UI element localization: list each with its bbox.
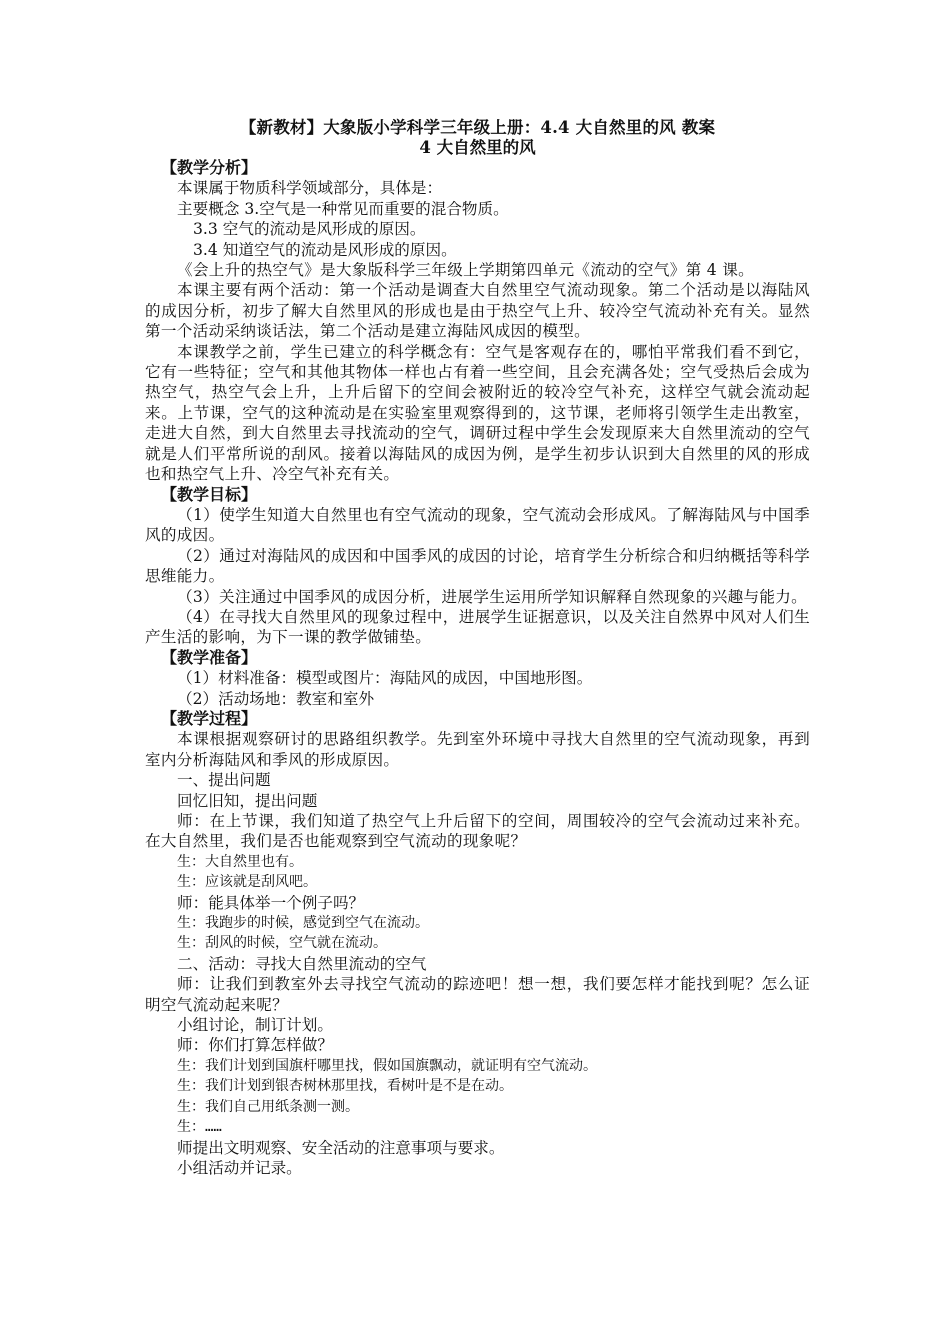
- student-line-1: 生：大自然里也有。: [177, 853, 303, 870]
- step-1-subtitle: 回忆旧知，提出问题: [177, 791, 318, 810]
- heading-analysis: 【教学分析】: [161, 158, 258, 177]
- student-line-3: 生：我跑步的时候，感觉到空气在流动。: [177, 915, 429, 932]
- teacher-line-2: 师：能具体举一个例子吗？: [177, 893, 365, 912]
- goal-1: （1）使学生知道大自然里也有空气流动的现象，空气流动会形成风。了解海陆风与中国季风的成因。: [145, 505, 810, 545]
- safety-note: 师提出文明观察、安全活动的注意事项与要求。: [177, 1138, 505, 1157]
- student-line-5: 生：我们计划到国旗杆哪里找，假如国旗飘动，就证明有空气流动。: [177, 1057, 597, 1074]
- process-intro: 本课根据观察研讨的思路组织教学。先到室外环境中寻找大自然里的空气流动现象，再到室内分析海陆风和季风的形成原因。: [145, 730, 810, 769]
- activity-record-note: 小组活动并记录。: [177, 1158, 302, 1177]
- heading-goals: 【教学目标】: [161, 484, 258, 504]
- document-page: [145, 118, 810, 1178]
- analysis-line-2: 主要概念 3.空气是一种常见而重要的混合物质。: [177, 199, 509, 218]
- document-title: 【新教材】大象版小学科学三年级上册：4.4 大自然里的风 教案: [239, 118, 716, 137]
- group-discussion-note: 小组讨论，制订计划。: [177, 1016, 333, 1035]
- heading-preparation: 【教学准备】: [161, 647, 258, 667]
- analysis-paragraph-3: 本课教学之前，学生已建立的科学概念有：空气是客观存在的，哪怕平常我们看不到它，它有一些特征；空气和其他其物体一样也占有着一些空间，且会充满各处；空气受热后会成为热空气，热空气会上升，上升后留下的空间会被附近的较冷空气补充，这样空气就会流动起来。上节课，空气的这种流动是在实验室里观察得到的，这节课，老师将引领学生走出教室，走进大自然，到大自然里去寻找流动的空气，调研过程中学生会发现原来大自然里流动的空气就是人们平常所说的刮风。接着以海陆风的成因为例，是学生初步认识到大自然里的风的形成也和热空气上升、冷空气补充有关。: [145, 342, 810, 484]
- student-line-6: 生：我们计划到银杏树林那里找，看树叶是不是在动。: [177, 1078, 513, 1095]
- goal-4: （4）在寻找大自然里风的现象过程中，进展学生证据意识，以及关注自然界中风对人们生产生活的影响，为下一课的教学做铺垫。: [145, 607, 810, 647]
- prep-item-1: （1）材料准备：模型或图片：海陆风的成因，中国地形图。: [177, 669, 593, 688]
- analysis-paragraph-1: 《会上升的热空气》是大象版科学三年级上学期第四单元《流动的空气》第 4 课。: [177, 261, 755, 280]
- analysis-line-3: 3.3 空气的流动是风形成的原因。: [193, 220, 426, 239]
- lesson-title: 4 大自然里的风: [419, 138, 536, 157]
- teacher-line-4: 师：你们打算怎样做？: [177, 1036, 333, 1055]
- student-line-2: 生：应该就是刮风吧。: [177, 874, 317, 891]
- heading-process: 【教学过程】: [161, 708, 258, 728]
- teacher-line-1: 师：在上节课，我们知道了热空气上升后留下的空间，周围较冷的空气会流动过来补充。在大自然里，我们是否也能观察到空气流动的现象呢？: [145, 812, 810, 851]
- prep-item-2: （2）活动场地：教室和室外: [177, 689, 375, 708]
- student-line-7: 生：我们自己用纸条测一测。: [177, 1098, 359, 1115]
- student-line-8: 生：……: [177, 1119, 222, 1136]
- teacher-line-3: 师：让我们到教室外去寻找空气流动的踪迹吧！想一想，我们要怎样才能找到呢？怎么证明空气流动起来呢？: [145, 975, 810, 1014]
- step-2-title: 二、活动：寻找大自然里流动的空气: [177, 954, 427, 973]
- analysis-paragraph-2: 本课主要有两个活动：第一个活动是调查大自然里空气流动现象。第二个活动是以海陆风的成因分析，初步了解大自然里风的形成也是由于热空气上升、较冷空气流动补充有关。显然第一个活动采纳谈话法，第二个活动是建立海陆风成因的模型。: [145, 281, 810, 341]
- goal-3: （3）关注通过中国季风的成因分析，进展学生运用所学知识解释自然现象的兴趣与能力。: [177, 587, 808, 606]
- step-1-title: 一、提出问题: [177, 771, 271, 790]
- goal-2: （2）通过对海陆风的成因和中国季风的成因的讨论，培育学生分析综合和归纳概括等科学思维能力。: [145, 546, 810, 586]
- student-line-4: 生：刮风的时候，空气就在流动。: [177, 935, 387, 952]
- analysis-line-4: 3.4 知道空气的流动是风形成的原因。: [193, 240, 457, 259]
- analysis-line-1: 本课属于物质科学领域部分，具体是：: [177, 179, 443, 198]
